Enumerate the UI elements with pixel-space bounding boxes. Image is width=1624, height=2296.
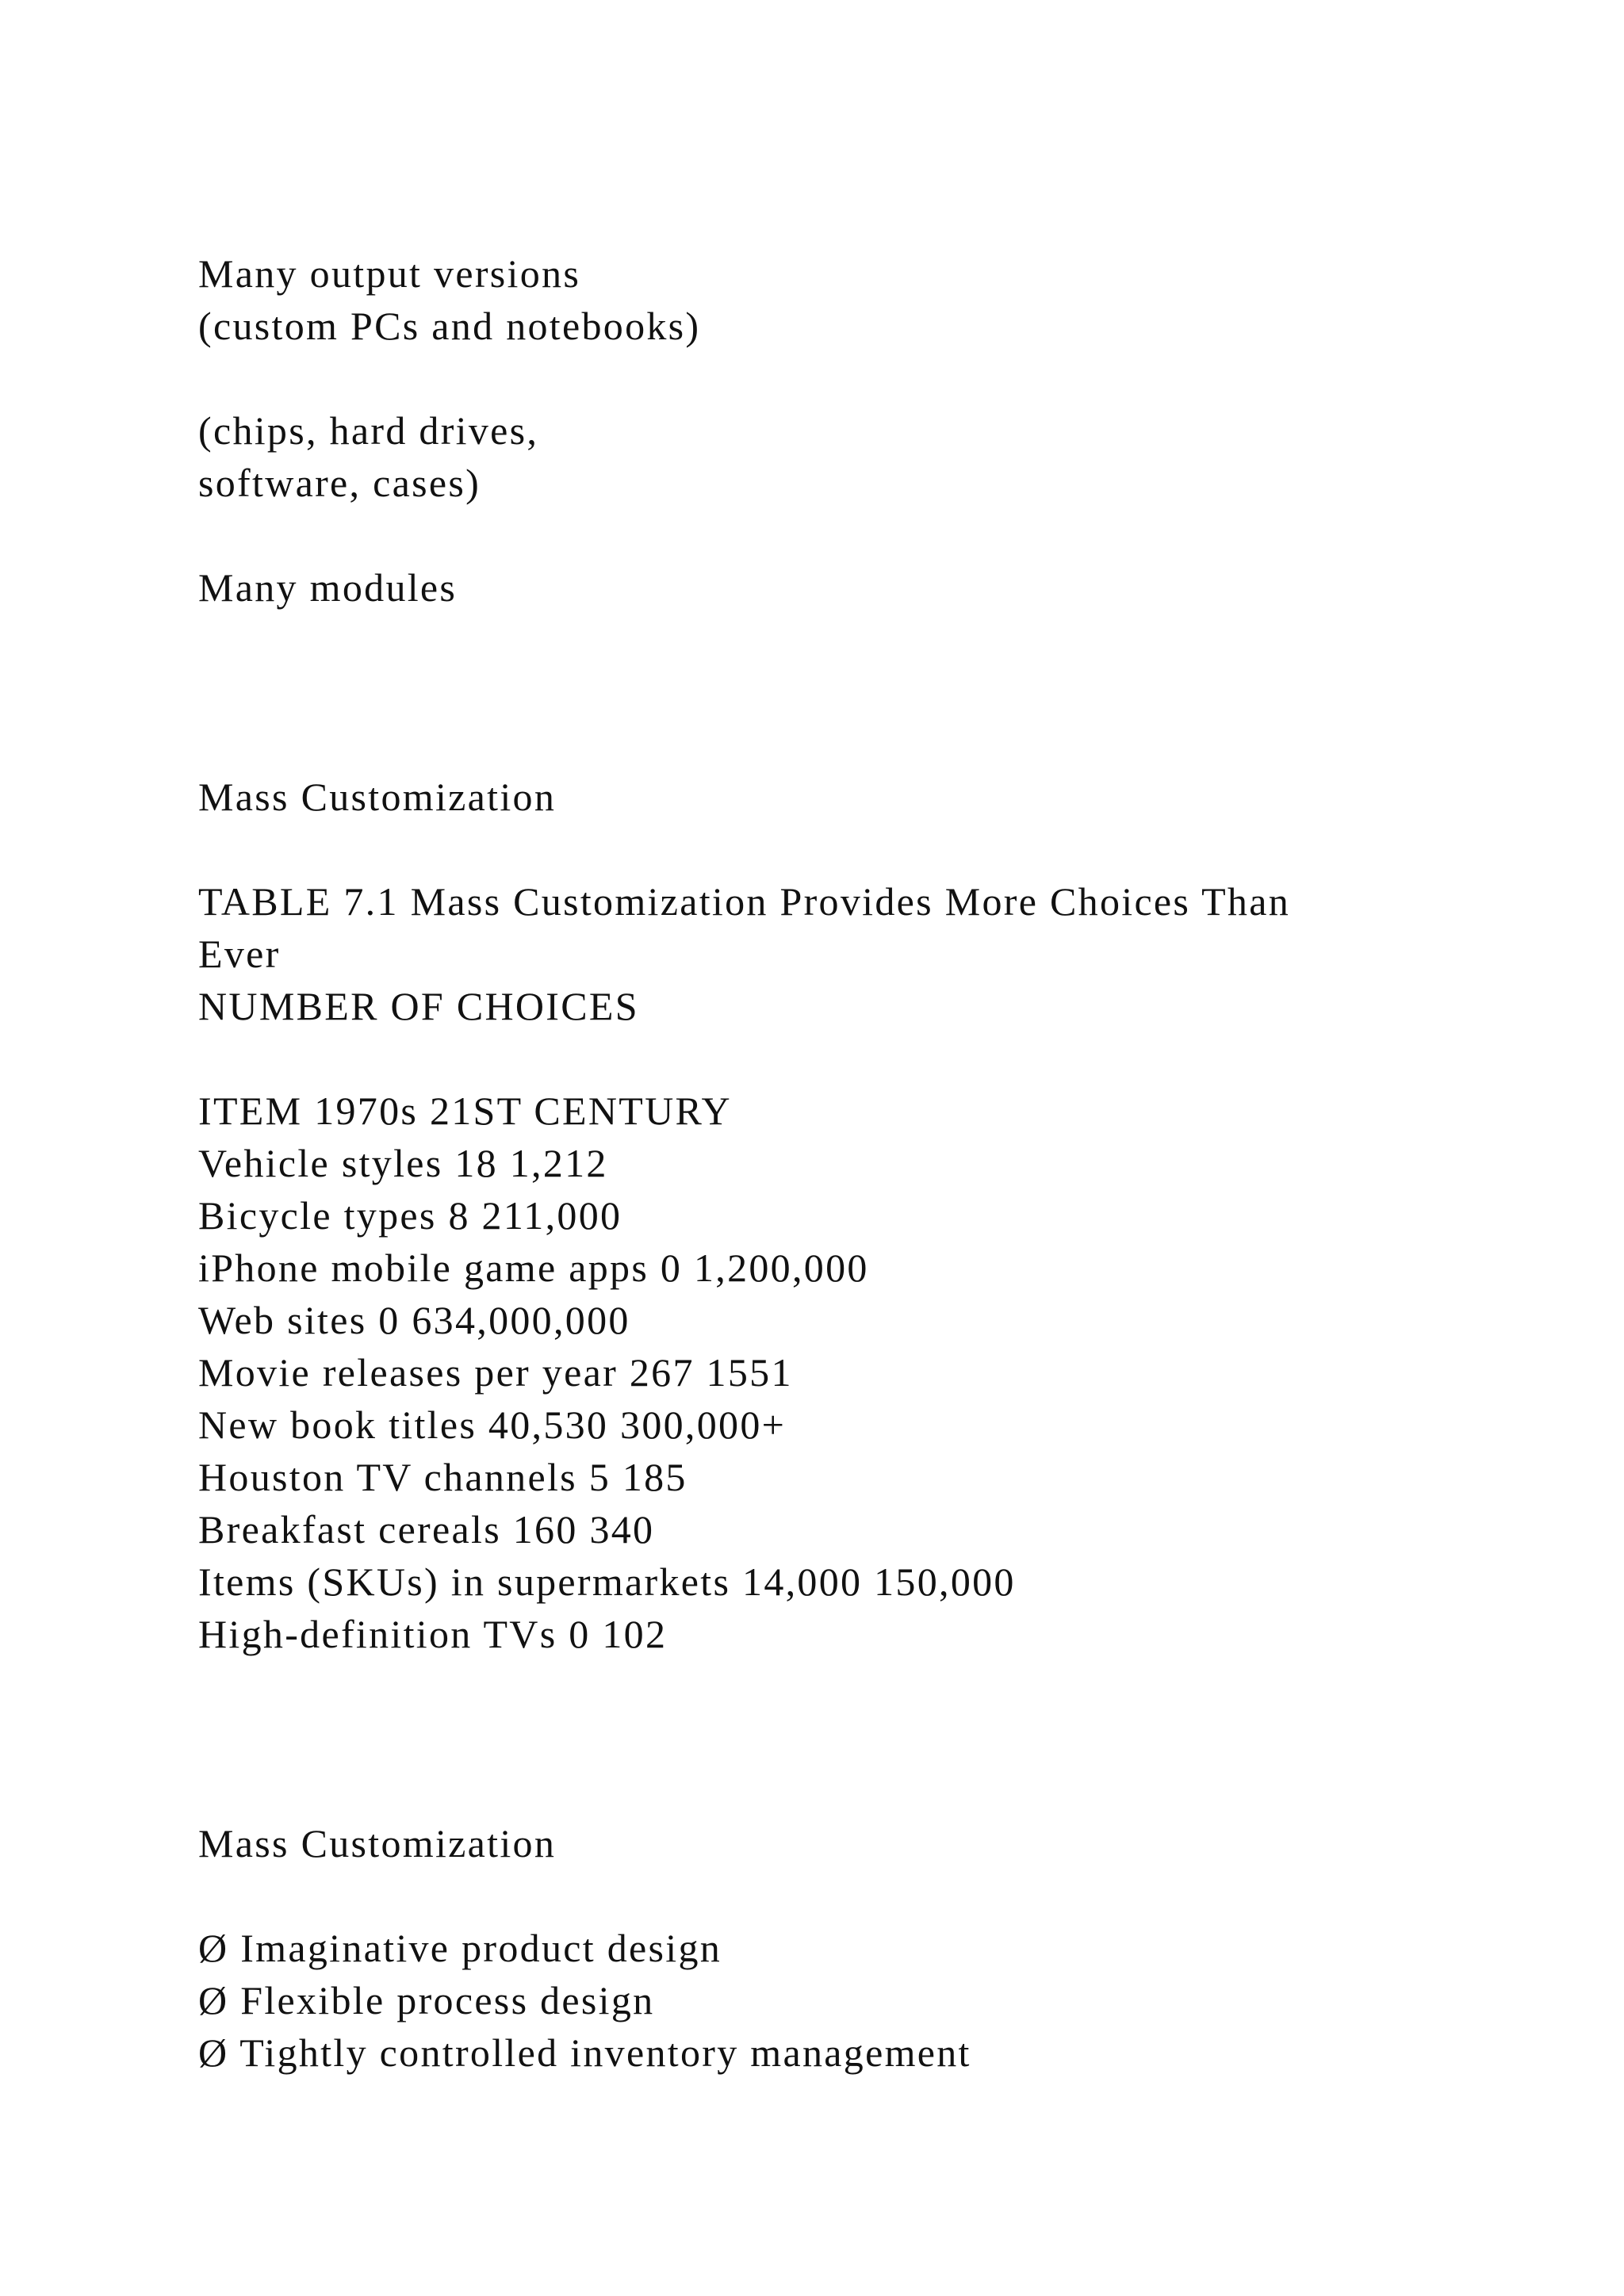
blank-line xyxy=(198,1765,1435,1817)
blank-line xyxy=(198,1869,1435,1922)
blank-line xyxy=(198,352,1435,404)
table-row: Movie releases per year 267 1551 xyxy=(198,1350,793,1395)
blank-line xyxy=(198,1032,1435,1085)
blank-line xyxy=(198,718,1435,771)
document-body xyxy=(198,247,1435,2079)
table-row: Web sites 0 634,000,000 xyxy=(198,1298,630,1342)
text-line: Many modules xyxy=(198,565,458,610)
section-heading: Mass Customization xyxy=(198,1821,557,1866)
blank-line xyxy=(198,509,1435,561)
bullet-item: Ø Imaginative product design xyxy=(198,1926,722,1970)
blank-line xyxy=(198,614,1435,666)
table-caption: TABLE 7.1 Mass Customization Provides More Choices Than xyxy=(198,879,1291,924)
table-row: Bicycle types 8 211,000 xyxy=(198,1193,622,1238)
blank-line xyxy=(198,823,1435,875)
bullet-item: Ø Tightly controlled inventory management xyxy=(198,2030,971,2075)
table-row: Vehicle styles 18 1,212 xyxy=(198,1141,608,1185)
text-line: (chips, hard drives, xyxy=(198,408,539,453)
blank-line xyxy=(198,666,1435,718)
text-line: Many output versions xyxy=(198,251,581,296)
table-subheading: NUMBER OF CHOICES xyxy=(198,984,639,1028)
table-row: Breakfast cereals 160 340 xyxy=(198,1507,655,1552)
table-row: High-definition TVs 0 102 xyxy=(198,1612,668,1656)
blank-line xyxy=(198,1660,1435,1712)
table-header: ITEM 1970s 21ST CENTURY xyxy=(198,1089,732,1133)
table-row: Houston TV channels 5 185 xyxy=(198,1455,688,1499)
text-line: (custom PCs and notebooks) xyxy=(198,304,701,348)
table-row: Items (SKUs) in supermarkets 14,000 150,000 xyxy=(198,1559,1016,1604)
bullet-item: Ø Flexible process design xyxy=(198,1978,655,2022)
blank-line xyxy=(198,1712,1435,1765)
text-line: software, cases) xyxy=(198,461,481,505)
table-row: New book titles 40,530 300,000+ xyxy=(198,1402,787,1447)
table-caption-continued: Ever xyxy=(198,932,281,976)
table-row: iPhone mobile game apps 0 1,200,000 xyxy=(198,1246,869,1290)
section-heading: Mass Customization xyxy=(198,775,557,819)
